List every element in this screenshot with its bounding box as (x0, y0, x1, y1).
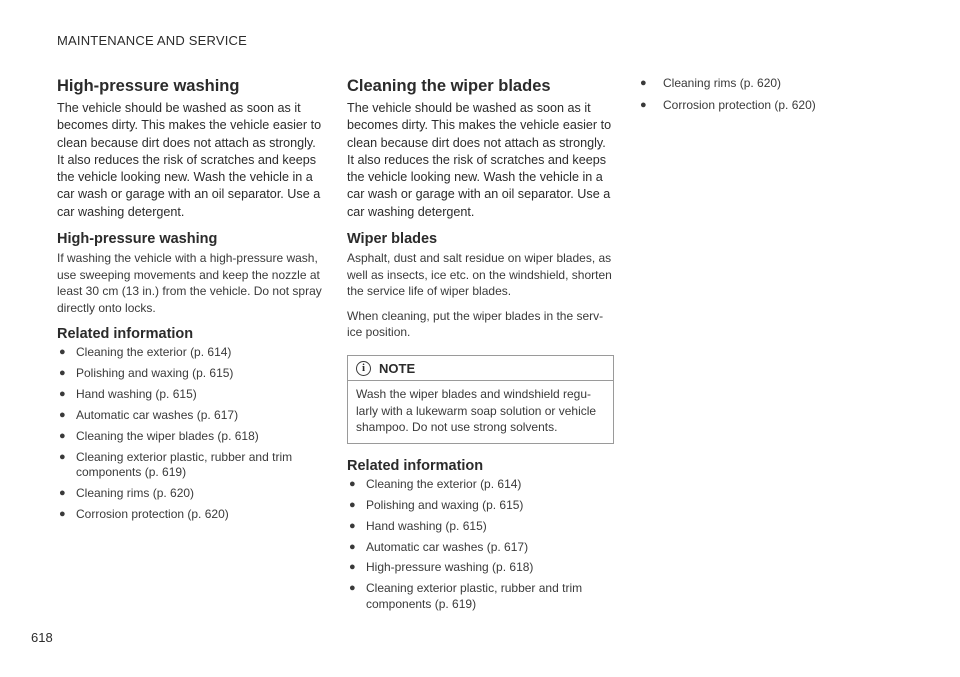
subsection-paragraph: If washing the vehicle with a high-pressure wash, use sweeping movements and keep the nozzle at least 30 cm (13 in.) from the vehicle. Do not spray directly onto locks. (57, 251, 322, 315)
related-link[interactable]: ● Polishing and waxing (p. 615) (349, 497, 524, 512)
related-links-list (638, 76, 888, 113)
bullet-icon: ● (59, 346, 66, 359)
bullet-icon: ● (640, 77, 647, 89)
subsection-paragraph: Asphalt, dust and salt residue on wiper blades, as well as insects, ice etc. on the windshield, shorten the service life of wiper blades. (347, 251, 612, 299)
subsection-title: Wiper blades (347, 231, 438, 248)
note-text: Wash the wiper blades and windshield regularly with a lukewarm soap solution or vehicle shampoo. Do not use strong solvents. (356, 387, 597, 435)
related-link[interactable]: ● Cleaning exterior plastic, rubber and trim components (p. 619) (349, 581, 583, 611)
bullet-icon: ● (349, 561, 356, 574)
column-high-pressure-washing (57, 76, 322, 528)
bullet-icon: ● (349, 540, 356, 553)
note-title: NOTE (379, 360, 416, 376)
bullet-icon: ● (59, 367, 66, 380)
bullet-icon: ● (59, 430, 66, 443)
related-link[interactable]: ● Polishing and waxing (p. 615) (59, 366, 234, 381)
intro-paragraph: The vehicle should be washed as soon as it becomes dirty. This makes the vehicle easier to clean because dirt does not attach as strongly. It also reduces the risk of scratches and keeps the vehicle looking new. Wash the vehicle in a car wash or garage with an oil separator. Use a car washing detergent. (347, 101, 612, 219)
related-links-list (347, 477, 614, 612)
column-continued-links (638, 76, 888, 119)
subsection-paragraph: When cleaning, put the wiper blades in the service position. (347, 308, 604, 340)
page-number: 618 (31, 630, 53, 645)
section-title: Cleaning the wiper blades (347, 77, 551, 95)
related-links-list (57, 345, 322, 522)
related-link[interactable]: ● Corrosion protection (p. 620) (59, 507, 229, 522)
note-box (347, 355, 614, 444)
bullet-icon: ● (59, 487, 66, 500)
bullet-icon: ● (640, 98, 647, 111)
related-link[interactable]: ● Automatic car washes (p. 617) (59, 408, 239, 423)
subsection-title: High-pressure washing (57, 231, 218, 248)
bullet-icon: ● (349, 519, 356, 532)
related-link[interactable]: ● Cleaning exterior plastic, rubber and trim components (p. 619) (59, 449, 293, 480)
bullet-icon: ● (59, 409, 66, 422)
bullet-icon: ● (59, 450, 66, 463)
bullet-icon: ● (349, 582, 356, 595)
related-link[interactable]: ● Cleaning the exterior (p. 614) (59, 345, 232, 360)
note-header (348, 356, 613, 381)
running-header: MAINTENANCE AND SERVICE (57, 33, 248, 48)
info-icon: i (356, 361, 371, 376)
related-link[interactable]: ● Corrosion protection (p. 620) (640, 97, 816, 112)
related-link[interactable]: ● Cleaning the exterior (p. 614) (349, 476, 522, 491)
intro-paragraph: The vehicle should be washed as soon as it becomes dirty. This makes the vehicle easier to clean because dirt does not attach as strongly. It also reduces the risk of scratches and keeps the vehicle looking new. Wash the vehicle in a car wash or garage with an oil separator. Use a car washing detergent. (57, 101, 322, 219)
related-link[interactable]: ● Cleaning the wiper blades (p. 618) (59, 429, 259, 444)
related-link[interactable]: ● High-pressure washing (p. 618) (349, 560, 534, 575)
related-information-title: Related information (347, 457, 484, 474)
bullet-icon: ● (59, 508, 66, 521)
related-link[interactable]: ● Hand washing (p. 615) (59, 387, 197, 402)
bullet-icon: ● (349, 498, 356, 511)
related-link[interactable]: ● Cleaning rims (p. 620) (640, 76, 782, 90)
section-title: High-pressure washing (57, 77, 240, 95)
column-cleaning-wiper-blades (347, 76, 614, 618)
bullet-icon: ● (349, 477, 356, 490)
related-link[interactable]: ● Automatic car washes (p. 617) (349, 539, 529, 554)
related-link[interactable]: ● Cleaning rims (p. 620) (59, 486, 195, 501)
related-link[interactable]: ● Hand washing (p. 615) (349, 518, 487, 533)
bullet-icon: ● (59, 388, 66, 401)
related-information-title: Related information (57, 326, 194, 343)
